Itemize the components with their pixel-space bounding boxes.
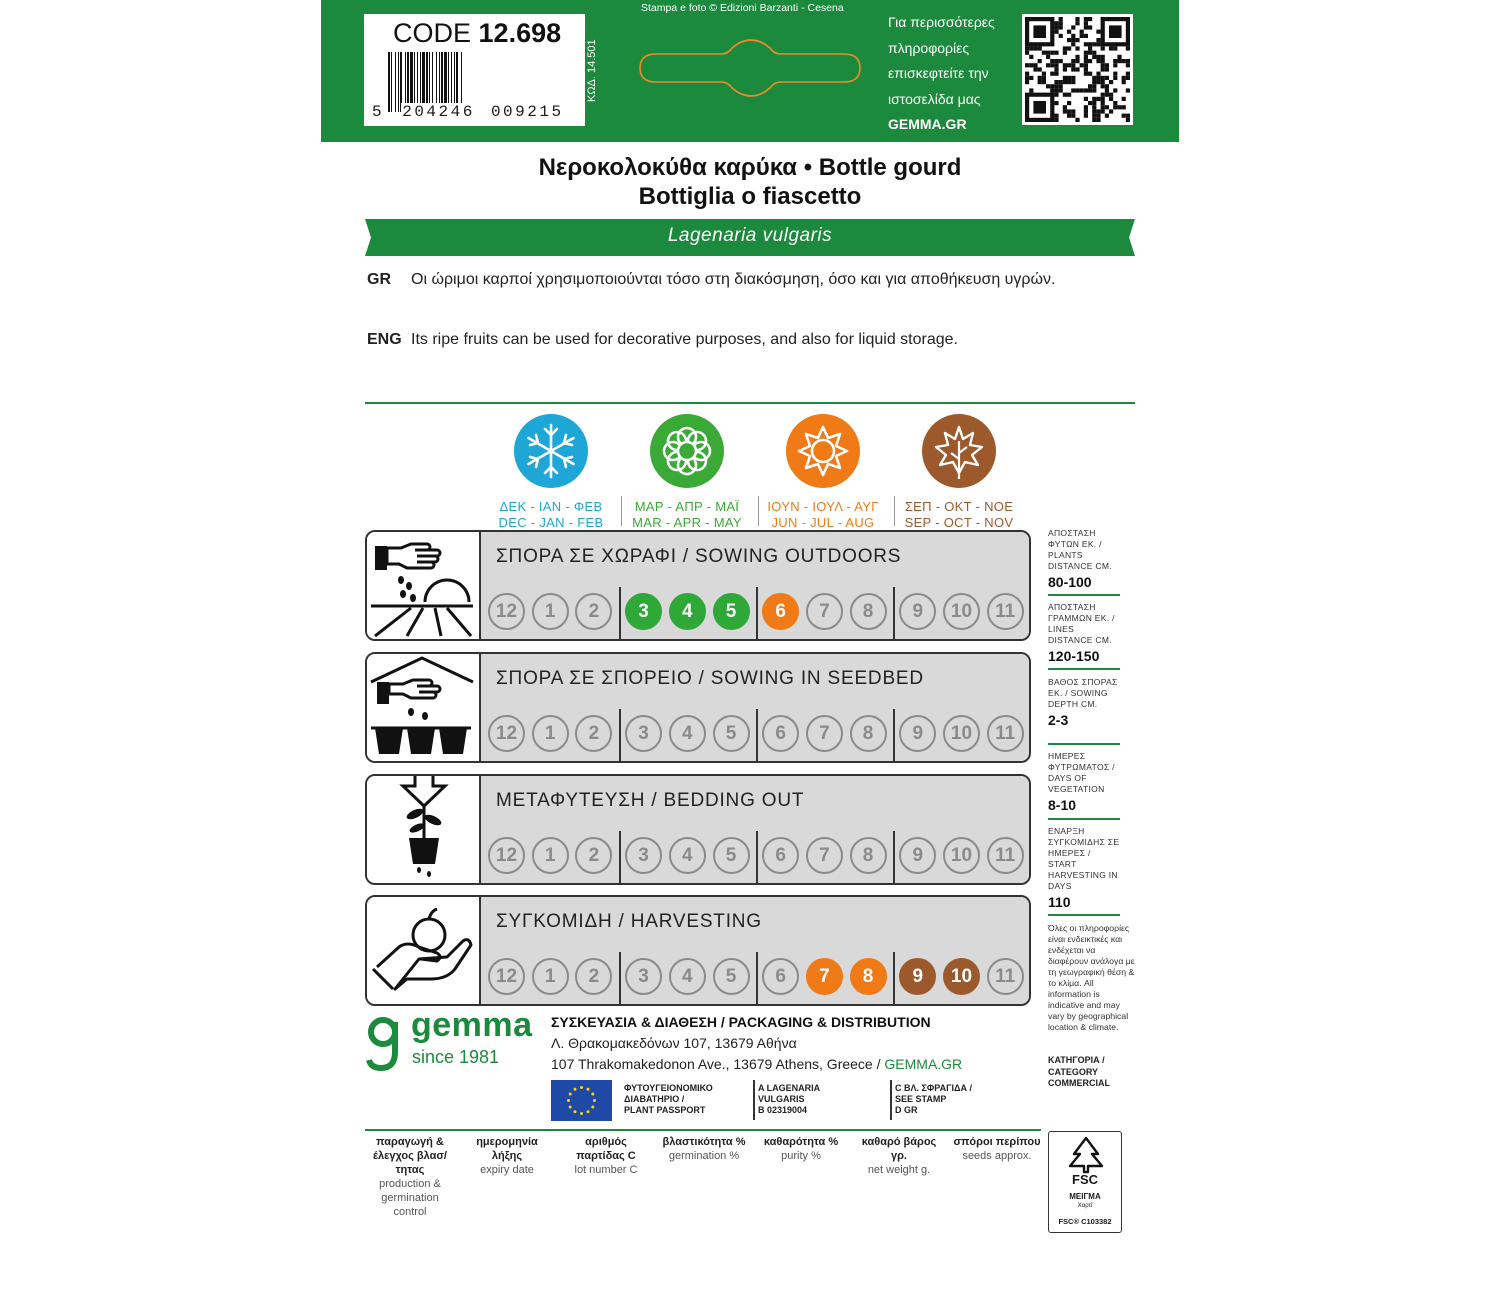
leaf-icon [921, 413, 997, 489]
product-title: Νεροκολοκύθα καρύκα • Bottle gourd [538, 154, 962, 181]
logo-since: since 1981 [412, 1047, 500, 1067]
month-5: 5 [713, 715, 750, 752]
footer-col-weight: καθαρό βάρος γρ. net weight g. [861, 1136, 937, 1176]
description-en [367, 330, 1127, 354]
qr-code[interactable] [1022, 14, 1133, 125]
month-8: 8 [850, 593, 887, 630]
sowing-field-icon [367, 532, 477, 639]
seed-packet-back [321, 0, 1179, 1300]
plants-distance: ΑΠΟΣΤΑΣΗ ΦΥΤΩΝ ΕΚ. / PLANTS DISTANCE CM. 80-100 [1048, 528, 1112, 590]
month-4: 4 [669, 715, 706, 752]
month-12: 12 [488, 837, 525, 874]
footer-col-seeds: σπόροι περίπου seeds approx. [953, 1136, 1041, 1162]
month-10: 10 [943, 837, 980, 874]
month-1: 1 [532, 958, 569, 995]
sowing-depth: ΒΑΘΟΣ ΣΠΟΡΑΣ ΕΚ. / SOWING DEPTH CM. 2-3 [1048, 677, 1118, 728]
divider [365, 402, 1135, 404]
plant-passport-label: ΦΥΤΟΥΓΕΙΟΝΟΜΙΚΟ ΔΙΑΒΑΤΗΡΙΟ / PLANT PASSPORT [624, 1083, 713, 1115]
latin-name: Lagenaria vulgaris [667, 225, 833, 246]
category-label: ΚΑΤΗΓΟΡΙΑ / CATEGORY COMMERCIAL [1048, 1055, 1110, 1088]
code-label: CODE [393, 18, 472, 48]
season-winter: ΔΕΚ - ΙΑΝ - ΦΕΒ DEC - JAN - FEB [481, 413, 621, 531]
gemma-logo-icon [365, 1016, 405, 1074]
gemma-logo: gemma [411, 1006, 533, 1044]
footer-col-germination: βλαστικότητα % germination % [662, 1136, 746, 1162]
quarter-separator [619, 587, 621, 639]
quarter-separator [756, 831, 758, 883]
month-2: 2 [575, 715, 612, 752]
month-10: 10 [943, 958, 980, 995]
divider [753, 1080, 755, 1120]
month-4: 4 [669, 958, 706, 995]
lines-distance: ΑΠΟΣΤΑΣΗ ΓΡΑΜΜΩΝ ΕΚ. / LINES DISTANCE CM. 120-150 [1048, 602, 1115, 664]
month-2: 2 [575, 837, 612, 874]
month-3: 3 [625, 837, 662, 874]
hang-hole-icon [636, 36, 866, 106]
code-number: 12.698 [478, 18, 562, 48]
row-sowing-seedbed [365, 652, 1031, 763]
month-7: 7 [806, 837, 843, 874]
month-6: 6 [762, 958, 799, 995]
month-2: 2 [575, 593, 612, 630]
month-11: 11 [987, 958, 1024, 995]
month-5: 5 [713, 593, 750, 630]
quarter-separator [756, 587, 758, 639]
more-info-text: Για περισσότερες πληροφορίες επισκεφτείτε την ιστοσελίδα μας GEMMA.GR [888, 10, 1018, 138]
row-title: ΣΠΟΡΑ ΣΕ ΣΠΟΡΕΙΟ / SOWING IN SEEDBED [496, 668, 924, 689]
quarter-separator [893, 709, 895, 761]
footer-col-expiry: ημερομηνία λήξης expiry date [476, 1136, 538, 1176]
month-2: 2 [575, 958, 612, 995]
transplant-icon [367, 776, 477, 883]
footer-col-lot: αριθμός παρτίδας C lot number C [574, 1136, 638, 1176]
info-site-link[interactable]: GEMMA.GR [888, 116, 967, 132]
plant-passport-a-b: A LAGENARIA VULGARIS B 02319004 [758, 1083, 821, 1115]
quarter-separator [893, 952, 895, 1004]
barcode-label [364, 14, 585, 126]
month-3: 3 [625, 715, 662, 752]
divider [1048, 914, 1120, 916]
footer-col-production: παραγωγή & έλεγχος βλασ/τητας production & germination control [373, 1136, 447, 1218]
month-12: 12 [488, 593, 525, 630]
packaging-title: ΣΥΣΚΕΥΑΣΙΑ & ΔΙΑΘΕΣΗ / PACKAGING & DISTRIBUTION [551, 1014, 931, 1030]
harvest-hand-icon [367, 897, 477, 1004]
month-1: 1 [532, 715, 569, 752]
season-summer: ΙΟΥΝ - ΙΟΥΛ - ΑΥΓ JUN - JUL - AUG [753, 413, 893, 531]
season-autumn: ΣΕΠ - ΟΚΤ - ΝΟΕ SEP - OCT - NOV [889, 413, 1029, 531]
divider [1048, 818, 1120, 820]
month-1: 1 [532, 837, 569, 874]
quarter-separator [619, 709, 621, 761]
seedbed-icon [367, 654, 477, 761]
disclaimer-note: Όλες οι πληροφορίες είναι ενδεικτικές και ενδέχεται να διαφέρουν ανάλογα με τη γεωγραφική θέση & το κλίμα. All information is indicative and may vary by geographical location & climate. [1048, 923, 1135, 1032]
qr-code-icon [1022, 14, 1133, 125]
month-6: 6 [762, 715, 799, 752]
month-3: 3 [625, 958, 662, 995]
quarter-separator [619, 952, 621, 1004]
row-title: ΣΠΟΡΑ ΣΕ ΧΩΡΑΦΙ / SOWING OUTDOORS [496, 546, 902, 567]
month-8: 8 [850, 715, 887, 752]
quarter-separator [619, 831, 621, 883]
row-bedding-out [365, 774, 1031, 885]
address-gr: Λ. Θρακομακεδόνων 107, 13679 Αθήνα [551, 1035, 797, 1051]
divider [1048, 743, 1120, 745]
month-11: 11 [987, 593, 1024, 630]
month-1: 1 [532, 593, 569, 630]
product-subtitle: Bottiglia o fiascetto [638, 183, 862, 210]
row-harvesting [365, 895, 1031, 1006]
quarter-separator [756, 952, 758, 1004]
snowflake-icon [513, 413, 589, 489]
season-spring: ΜΑΡ - ΑΠΡ - ΜΑΪ MAR - APR - MAY [617, 413, 757, 531]
month-3: 3 [625, 593, 662, 630]
description-en-text: Its ripe fruits can be used for decorative purposes, and also for liquid storage. [411, 331, 958, 348]
quarter-separator [893, 831, 895, 883]
start-harvesting: ΕΝΑΡΞΗ ΣΥΓΚΟΜΙΔΗΣ ΣΕ ΗΜΕΡΕΣ / START HARVESTING IN DAYS 110 [1048, 826, 1120, 910]
quarter-separator [756, 709, 758, 761]
fsc-tree-icon [1064, 1136, 1108, 1174]
photo-credit: Stampa e foto © Edizioni Barzanti - Cesena [641, 2, 844, 14]
month-9: 9 [899, 593, 936, 630]
eu-flag-icon [551, 1080, 612, 1121]
quarter-separator [893, 587, 895, 639]
row-title: ΣΥΓΚΟΜΙΔΗ / HARVESTING [496, 911, 762, 932]
divider [365, 1129, 1041, 1131]
product-code [393, 18, 561, 49]
lang-gr-label: GR [367, 271, 391, 288]
header-band [321, 0, 1179, 142]
row-sowing-outdoors [365, 530, 1031, 641]
month-5: 5 [713, 958, 750, 995]
month-12: 12 [488, 715, 525, 752]
flower-icon [649, 413, 725, 489]
lang-en-label: ENG [367, 331, 402, 348]
address-en: 107 Thrakomakedonon Ave., 13679 Athens, Greece / GEMMA.GR [551, 1056, 963, 1072]
month-10: 10 [943, 715, 980, 752]
month-12: 12 [488, 958, 525, 995]
month-8: 8 [850, 958, 887, 995]
month-8: 8 [850, 837, 887, 874]
kod-number: ΚΩΔ. 14.501 [586, 39, 598, 102]
plant-passport-c-d: C ΒΛ. ΣΦΡΑΓΙΔΑ / SEE STAMP D GR [895, 1083, 973, 1115]
footer-col-purity: καθαρότητα % purity % [763, 1136, 839, 1162]
month-5: 5 [713, 837, 750, 874]
month-6: 6 [762, 593, 799, 630]
month-7: 7 [806, 593, 843, 630]
month-10: 10 [943, 593, 980, 630]
month-9: 9 [899, 715, 936, 752]
month-11: 11 [987, 837, 1024, 874]
divider [1048, 668, 1120, 670]
month-4: 4 [669, 837, 706, 874]
description-gr-text: Οι ώριμοι καρποί χρησιμοποιούνται τόσο στη διακόσμηση, όσο και για αποθήκευση υγρών. [411, 271, 1056, 288]
month-9: 9 [899, 837, 936, 874]
days-of-vegetation: ΗΜΕΡΕΣ ΦΥΤΡΩΜΑΤΟΣ / DAYS OF VEGETATION 8-10 [1048, 751, 1115, 813]
month-4: 4 [669, 593, 706, 630]
month-9: 9 [899, 958, 936, 995]
row-title: ΜΕΤΑΦΥΤΕΥΣΗ / BEDDING OUT [496, 790, 805, 811]
sun-icon [785, 413, 861, 489]
barcode-digits: 5 204246 009215 [372, 103, 564, 121]
month-6: 6 [762, 837, 799, 874]
fsc-badge: FSC ΜΕΙΓΜΑ Χαρτί FSC® C103382 [1048, 1131, 1122, 1233]
divider [1048, 594, 1120, 596]
description-gr [367, 270, 1127, 314]
divider [890, 1080, 892, 1120]
footer-site-link[interactable]: GEMMA.GR [884, 1056, 963, 1072]
month-11: 11 [987, 715, 1024, 752]
month-7: 7 [806, 958, 843, 995]
month-7: 7 [806, 715, 843, 752]
